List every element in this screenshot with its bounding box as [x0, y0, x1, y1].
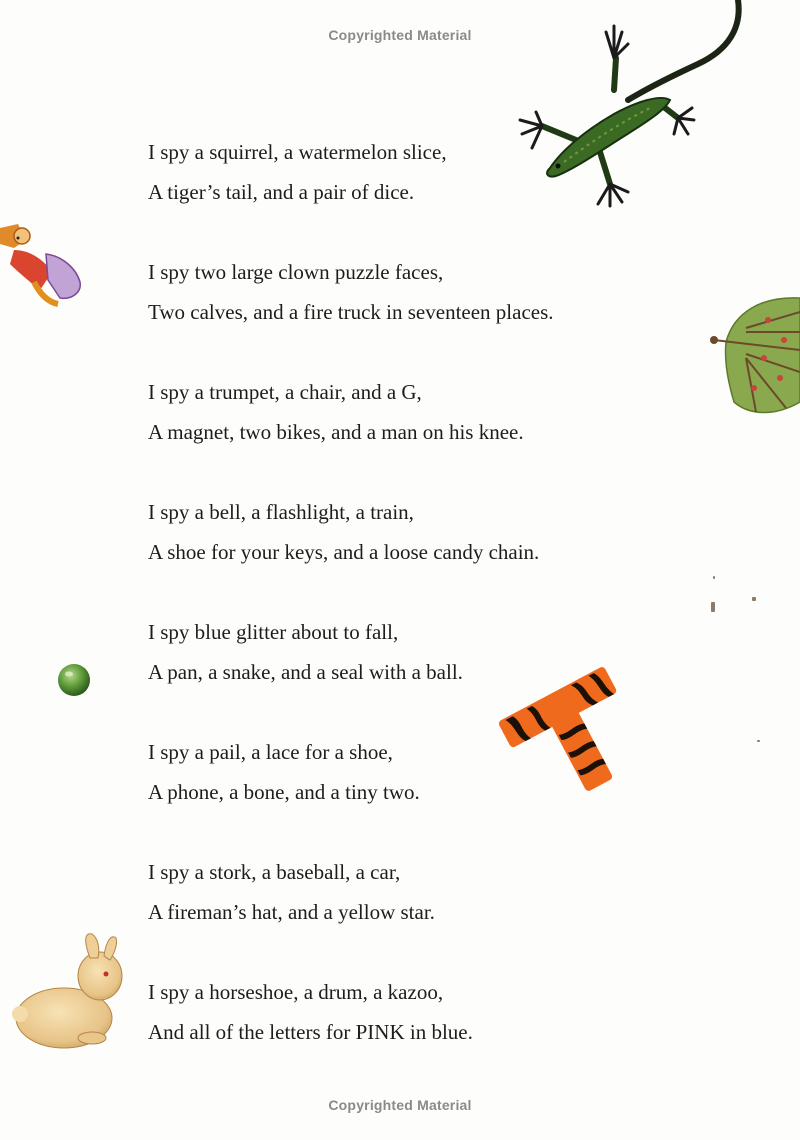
stanza-8 [148, 972, 668, 1092]
poem-line: I spy two large clown puzzle faces, [148, 260, 444, 284]
stanza-4 [148, 492, 668, 612]
poem-line: A magnet, two bikes, and a man on his knee. [148, 420, 524, 444]
poem-line: I spy a horseshoe, a drum, a kazoo, [148, 980, 444, 1004]
speck [713, 576, 715, 579]
stanza-7 [148, 852, 668, 972]
speck [757, 740, 760, 742]
stanza-3 [148, 372, 668, 492]
poem-line: A shoe for your keys, and a loose candy chain. [148, 540, 540, 564]
poem [148, 132, 668, 1092]
poem-line: And all of the letters for PINK in blue. [148, 1020, 473, 1044]
bunny-figurine-icon [8, 930, 132, 1054]
speck [711, 602, 715, 612]
copyright-watermark-top: Copyrighted Material [328, 27, 472, 43]
paper-umbrella-icon [706, 292, 800, 418]
poem-line: I spy blue glitter about to fall, [148, 620, 399, 644]
poem-line: I spy a stork, a baseball, a car, [148, 860, 401, 884]
poem-line: A fireman’s hat, and a yellow star. [148, 900, 435, 924]
copyright-watermark-bottom: Copyrighted Material [328, 1097, 472, 1113]
poem-line: A phone, a bone, and a tiny two. [148, 780, 420, 804]
poem-line: Two calves, and a fire truck in seventeen places. [148, 300, 554, 324]
lizard-icon [510, 0, 750, 210]
tiger-stripe-letter-t-icon [484, 664, 644, 800]
toy-figurine-icon [0, 220, 90, 310]
stanza-2 [148, 252, 668, 372]
poem-line: I spy a bell, a flashlight, a train, [148, 500, 414, 524]
green-marble-icon [57, 663, 91, 697]
poem-line: A tiger’s tail, and a pair of dice. [148, 180, 415, 204]
poem-line: A pan, a snake, and a seal with a ball. [148, 660, 463, 684]
speck [752, 597, 756, 601]
poem-line: I spy a trumpet, a chair, and a G, [148, 380, 422, 404]
poem-line: I spy a squirrel, a watermelon slice, [148, 140, 447, 164]
poem-line: I spy a pail, a lace for a shoe, [148, 740, 393, 764]
